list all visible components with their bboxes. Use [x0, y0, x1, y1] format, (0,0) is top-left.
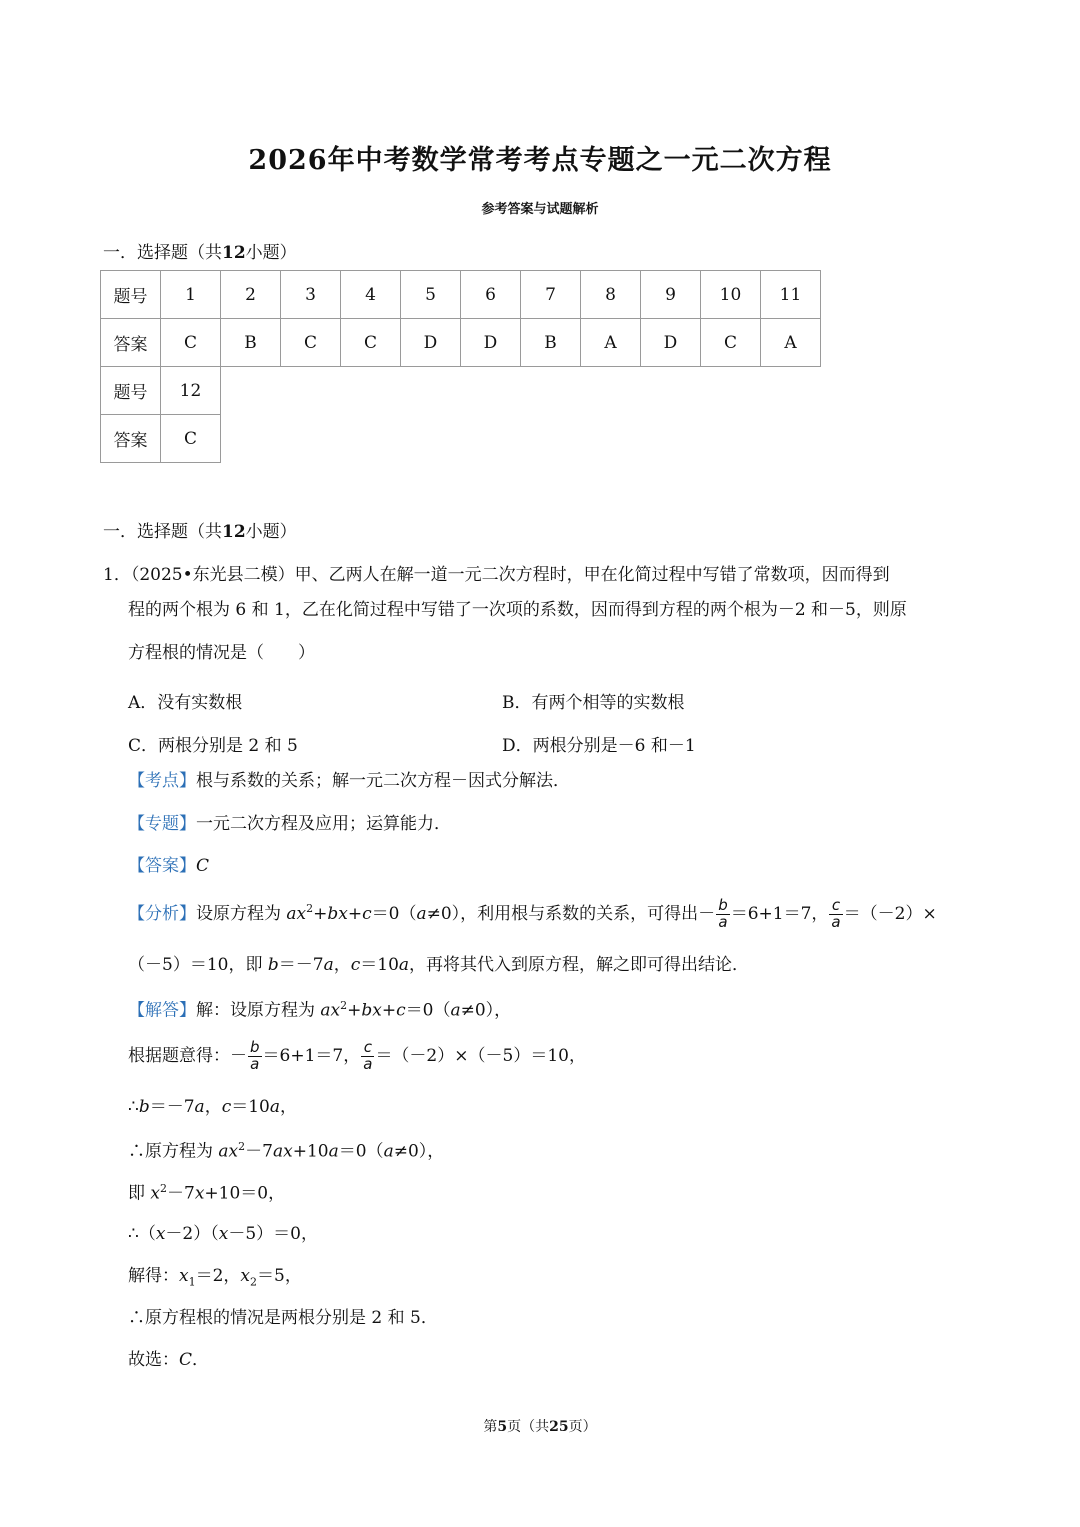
solution-line3: ∴b＝－7a，c＝10a， — [128, 1097, 297, 1117]
table-cell: 7 — [521, 271, 581, 319]
analysis-line2: （－5）＝10，即 b＝－7a，c＝10a，再将其代入到原方程，解之即可得出结论． — [128, 955, 750, 975]
section-heading: 一．选择题（共12小题） — [103, 522, 297, 542]
table-row — [101, 367, 221, 415]
section-heading-table: 一．选择题（共12小题） — [103, 243, 297, 263]
zhuanti-tag: 【专题】 — [128, 814, 196, 834]
page-title: 2026年中考数学常考考点专题之一元二次方程 — [248, 145, 832, 176]
table-cell: A — [761, 319, 821, 367]
page-subtitle: 参考答案与试题解析 — [481, 202, 599, 217]
table-cell: 1 — [161, 271, 221, 319]
table-cell: 8 — [581, 271, 641, 319]
fraction-b-over-a: $\frac{b}{a}$ — [718, 896, 728, 931]
table-row — [101, 271, 821, 319]
table-cell: C — [701, 319, 761, 367]
table-cell: 答案 — [101, 319, 161, 367]
table-cell: D — [641, 319, 701, 367]
table-cell: 5 — [401, 271, 461, 319]
table-cell: 2 — [221, 271, 281, 319]
table-cell: 11 — [761, 271, 821, 319]
solution-line6: ∴（x－2）（x－5）＝0， — [128, 1224, 318, 1244]
table-row — [101, 319, 821, 367]
table-cell: 4 — [341, 271, 401, 319]
table-cell: D — [401, 319, 461, 367]
solution-line2: 根据题意得：－ $\frac{b}{a}$ ＝6+1＝7， $\frac{c}{a}$ ＝（－2）×（－5）＝10， — [128, 1038, 586, 1073]
option-a: A．没有实数根 — [128, 693, 243, 713]
solution-line5: 即 $x^2-7x+10=0$， — [128, 1182, 286, 1204]
table-cell: 题号 — [101, 367, 161, 415]
answer-table — [100, 270, 821, 367]
table-cell: A — [581, 319, 641, 367]
answer-line: 【答案】C — [128, 856, 210, 876]
zhuanti-line: 【专题】一元二次方程及应用；运算能力． — [128, 814, 451, 834]
option-c: C．两根分别是 2 和 5 — [128, 736, 298, 756]
table-cell: C — [161, 415, 221, 463]
table-cell: 3 — [281, 271, 341, 319]
page-footer: 第5页（共25页） — [483, 1419, 597, 1435]
table-cell: 答案 — [101, 415, 161, 463]
jieda-tag: 【解答】 — [128, 1000, 196, 1021]
option-b: B．有两个相等的实数根 — [502, 693, 685, 713]
daan-tag: 【答案】 — [128, 856, 196, 876]
question-text-line2: 程的两个根为 6 和 1，乙在化简过程中写错了一次项的系数，因而得到方程的两个根为－2 和－5，则原 — [128, 600, 907, 620]
fraction-c-over-a: $\frac{c}{a}$ — [363, 1038, 373, 1073]
table-cell: 12 — [161, 367, 221, 415]
kaodian-line: 【考点】根与系数的关系；解一元二次方程－因式分解法． — [128, 771, 570, 791]
solution-line8: ∴原方程根的情况是两根分别是 2 和 5． — [128, 1308, 438, 1328]
solution-line7: 解得：$x_1=2$，$x_2=5$， — [128, 1266, 302, 1289]
table-cell: 10 — [701, 271, 761, 319]
table-cell: 题号 — [101, 271, 161, 319]
solution-line1: 【解答】解：设原方程为 $ax^2+bx+c=0(a\ne 0)$， — [128, 999, 512, 1021]
table-cell: D — [461, 319, 521, 367]
fenxi-tag: 【分析】 — [128, 903, 196, 924]
answer-table-continued — [100, 366, 221, 463]
table-cell: B — [221, 319, 281, 367]
kaodian-tag: 【考点】 — [128, 771, 196, 791]
fraction-b-over-a: $\frac{b}{a}$ — [250, 1038, 260, 1073]
table-cell: C — [341, 319, 401, 367]
solution-line4: ∴原方程为 $ax^2-7ax+10a=0(a\ne 0)$， — [128, 1140, 445, 1162]
table-cell: B — [521, 319, 581, 367]
analysis-line1: 【分析】设原方程为 $ax^2+bx+c=0(a\ne 0)$，利用根与系数的关系，可得出－ $\frac{b}{a}$ ＝6+1＝7， $\frac{c}{a}$ ＝（－2）× — [128, 896, 937, 931]
question-text-line1: 1．（2025•东光县二模）甲、乙两人在解一道一元二次方程时，甲在化简过程中写错了常数项，因而得到 — [103, 565, 890, 585]
table-cell: 9 — [641, 271, 701, 319]
solution-line9: 故选：C． — [128, 1350, 210, 1370]
table-cell: C — [281, 319, 341, 367]
table-cell: C — [161, 319, 221, 367]
question-text-line3: 方程根的情况是（ ） — [128, 643, 315, 663]
table-cell: 6 — [461, 271, 521, 319]
fraction-c-over-a: $\frac{c}{a}$ — [831, 896, 841, 931]
table-row — [101, 415, 221, 463]
option-d: D．两根分别是－6 和－1 — [502, 736, 696, 756]
